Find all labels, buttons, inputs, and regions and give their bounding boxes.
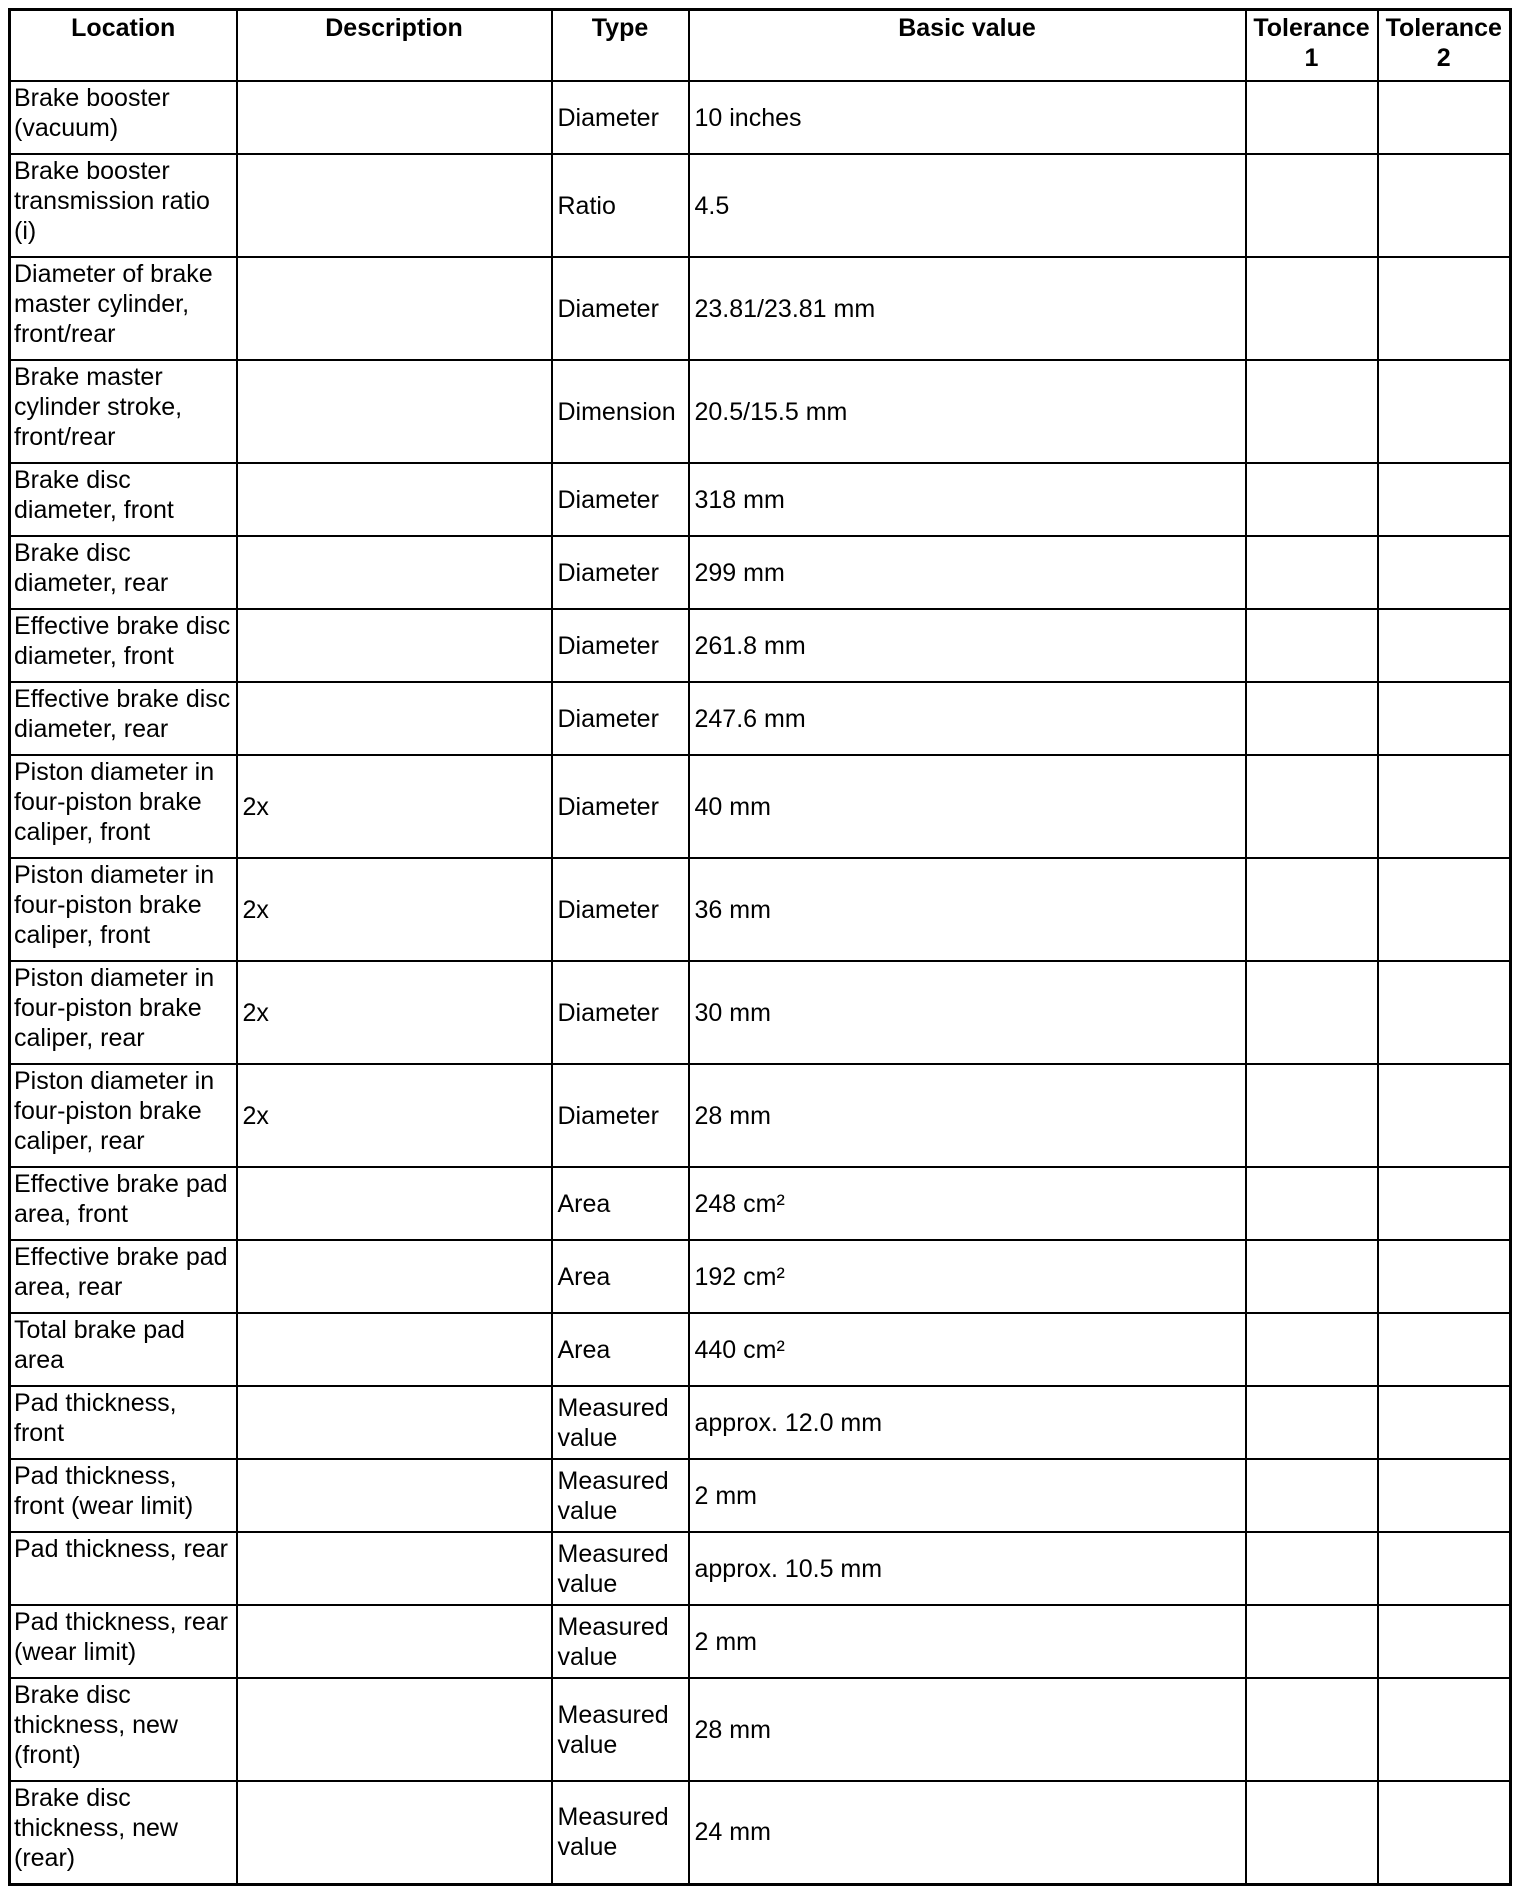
location-cell: Brake booster (vacuum) [10,81,237,154]
tolerance-1-cell [1246,1386,1378,1459]
description-cell [237,1459,552,1532]
tolerance-2-cell [1378,961,1511,1064]
basic-value-cell: 192 cm² [689,1240,1246,1313]
tolerance-2-cell [1378,1240,1511,1313]
table-row [10,1605,1511,1678]
description-cell [237,1781,552,1884]
description-cell: 2x [237,1064,552,1167]
tolerance-2-cell [1378,1781,1511,1884]
location-cell: Effective brake pad area, front [10,1167,237,1240]
type-cell: Diameter [552,257,689,360]
tolerance-1-cell [1246,536,1378,609]
description-cell: 2x [237,961,552,1064]
location-cell: Diameter of brake master cylinder, front/rear [10,257,237,360]
type-cell: Diameter [552,755,689,858]
description-cell [237,1386,552,1459]
location-cell: Brake disc thickness, new (rear) [10,1781,237,1884]
basic-value-cell: 247.6 mm [689,682,1246,755]
tolerance-1-cell [1246,81,1378,154]
location-cell: Pad thickness, rear (wear limit) [10,1605,237,1678]
tolerance-1-cell [1246,1313,1378,1386]
basic-value-cell: 248 cm² [689,1167,1246,1240]
header-type: Type [552,10,689,82]
tolerance-1-cell [1246,1532,1378,1605]
header-basic-value: Basic value [689,10,1246,82]
description-cell [237,1240,552,1313]
table-row [10,682,1511,755]
tolerance-2-cell [1378,1459,1511,1532]
tolerance-1-cell [1246,858,1378,961]
type-cell: Diameter [552,1064,689,1167]
location-cell: Brake master cylinder stroke, front/rear [10,360,237,463]
table-row [10,360,1511,463]
tolerance-2-cell [1378,858,1511,961]
tolerance-2-cell [1378,1532,1511,1605]
location-cell: Effective brake disc diameter, front [10,609,237,682]
basic-value-cell: 261.8 mm [689,609,1246,682]
basic-value-cell: 4.5 [689,154,1246,257]
table-row [10,1386,1511,1459]
tolerance-1-cell [1246,609,1378,682]
basic-value-cell: 24 mm [689,1781,1246,1884]
tolerance-1-cell [1246,1240,1378,1313]
table-row [10,1313,1511,1386]
tolerance-2-cell [1378,609,1511,682]
location-cell: Brake disc diameter, front [10,463,237,536]
basic-value-cell: 28 mm [689,1678,1246,1781]
basic-value-cell: 10 inches [689,81,1246,154]
type-cell: Measured value [552,1459,689,1532]
basic-value-cell: 440 cm² [689,1313,1246,1386]
description-cell [237,1678,552,1781]
tolerance-2-cell [1378,1386,1511,1459]
tolerance-2-cell [1378,536,1511,609]
type-cell: Diameter [552,961,689,1064]
table-row [10,1532,1511,1605]
description-cell [237,682,552,755]
tolerance-1-cell [1246,154,1378,257]
table-row [10,463,1511,536]
description-cell [237,463,552,536]
table-row [10,257,1511,360]
table-row [10,755,1511,858]
basic-value-cell: 28 mm [689,1064,1246,1167]
table-row [10,81,1511,154]
location-cell: Brake disc thickness, new (front) [10,1678,237,1781]
basic-value-cell: approx. 10.5 mm [689,1532,1246,1605]
spec-table [8,8,1512,1886]
tolerance-2-cell [1378,360,1511,463]
tolerance-1-cell [1246,1605,1378,1678]
table-row [10,536,1511,609]
location-cell: Pad thickness, front [10,1386,237,1459]
type-cell: Diameter [552,81,689,154]
basic-value-cell: 299 mm [689,536,1246,609]
tolerance-2-cell [1378,81,1511,154]
type-cell: Diameter [552,682,689,755]
tolerance-1-cell [1246,961,1378,1064]
basic-value-cell: 318 mm [689,463,1246,536]
tolerance-2-cell [1378,257,1511,360]
table-row [10,1064,1511,1167]
location-cell: Effective brake pad area, rear [10,1240,237,1313]
tolerance-1-cell [1246,1167,1378,1240]
tolerance-2-cell [1378,1678,1511,1781]
location-cell: Brake disc diameter, rear [10,536,237,609]
basic-value-cell: 20.5/15.5 mm [689,360,1246,463]
type-cell: Measured value [552,1781,689,1884]
type-cell: Diameter [552,536,689,609]
description-cell [237,257,552,360]
type-cell: Measured value [552,1386,689,1459]
table-row [10,1167,1511,1240]
description-cell: 2x [237,858,552,961]
tolerance-1-cell [1246,463,1378,536]
tolerance-2-cell [1378,1167,1511,1240]
description-cell [237,360,552,463]
description-cell [237,1605,552,1678]
type-cell: Dimension [552,360,689,463]
type-cell: Area [552,1313,689,1386]
tolerance-1-cell [1246,1678,1378,1781]
table-row [10,1240,1511,1313]
description-cell [237,536,552,609]
tolerance-1-cell [1246,1459,1378,1532]
description-cell [237,154,552,257]
type-cell: Diameter [552,609,689,682]
description-cell [237,1167,552,1240]
description-cell [237,1313,552,1386]
tolerance-1-cell [1246,257,1378,360]
location-cell: Piston diameter in four-piston brake caliper, rear [10,1064,237,1167]
tolerance-1-cell [1246,360,1378,463]
type-cell: Ratio [552,154,689,257]
header-description: Description [237,10,552,82]
basic-value-cell: 2 mm [689,1459,1246,1532]
basic-value-cell: 40 mm [689,755,1246,858]
basic-value-cell: approx. 12.0 mm [689,1386,1246,1459]
basic-value-cell: 30 mm [689,961,1246,1064]
description-cell [237,609,552,682]
tolerance-1-cell [1246,1781,1378,1884]
basic-value-cell: 36 mm [689,858,1246,961]
header-location: Location [10,10,237,82]
location-cell: Pad thickness, front (wear limit) [10,1459,237,1532]
table-body [10,81,1511,1884]
tolerance-2-cell [1378,1313,1511,1386]
table-row [10,154,1511,257]
table-header-row [10,10,1511,82]
tolerance-2-cell [1378,1605,1511,1678]
tolerance-1-cell [1246,682,1378,755]
table-row [10,1459,1511,1532]
location-cell: Brake booster transmission ratio (i) [10,154,237,257]
type-cell: Diameter [552,858,689,961]
table-row [10,609,1511,682]
tolerance-2-cell [1378,463,1511,536]
type-cell: Area [552,1240,689,1313]
table-row [10,961,1511,1064]
header-tolerance-2: Tolerance 2 [1378,10,1511,82]
basic-value-cell: 23.81/23.81 mm [689,257,1246,360]
tolerance-2-cell [1378,1064,1511,1167]
header-tolerance-1: Tolerance 1 [1246,10,1378,82]
tolerance-1-cell [1246,1064,1378,1167]
tolerance-2-cell [1378,682,1511,755]
tolerance-1-cell [1246,755,1378,858]
location-cell: Piston diameter in four-piston brake caliper, front [10,755,237,858]
location-cell: Total brake pad area [10,1313,237,1386]
description-cell [237,1532,552,1605]
tolerance-2-cell [1378,154,1511,257]
description-cell [237,81,552,154]
type-cell: Measured value [552,1678,689,1781]
table-row [10,858,1511,961]
location-cell: Piston diameter in four-piston brake caliper, front [10,858,237,961]
description-cell: 2x [237,755,552,858]
type-cell: Area [552,1167,689,1240]
type-cell: Diameter [552,463,689,536]
location-cell: Pad thickness, rear [10,1532,237,1605]
type-cell: Measured value [552,1532,689,1605]
tolerance-2-cell [1378,755,1511,858]
basic-value-cell: 2 mm [689,1605,1246,1678]
location-cell: Effective brake disc diameter, rear [10,682,237,755]
table-row [10,1678,1511,1781]
type-cell: Measured value [552,1605,689,1678]
table-row [10,1781,1511,1884]
location-cell: Piston diameter in four-piston brake caliper, rear [10,961,237,1064]
